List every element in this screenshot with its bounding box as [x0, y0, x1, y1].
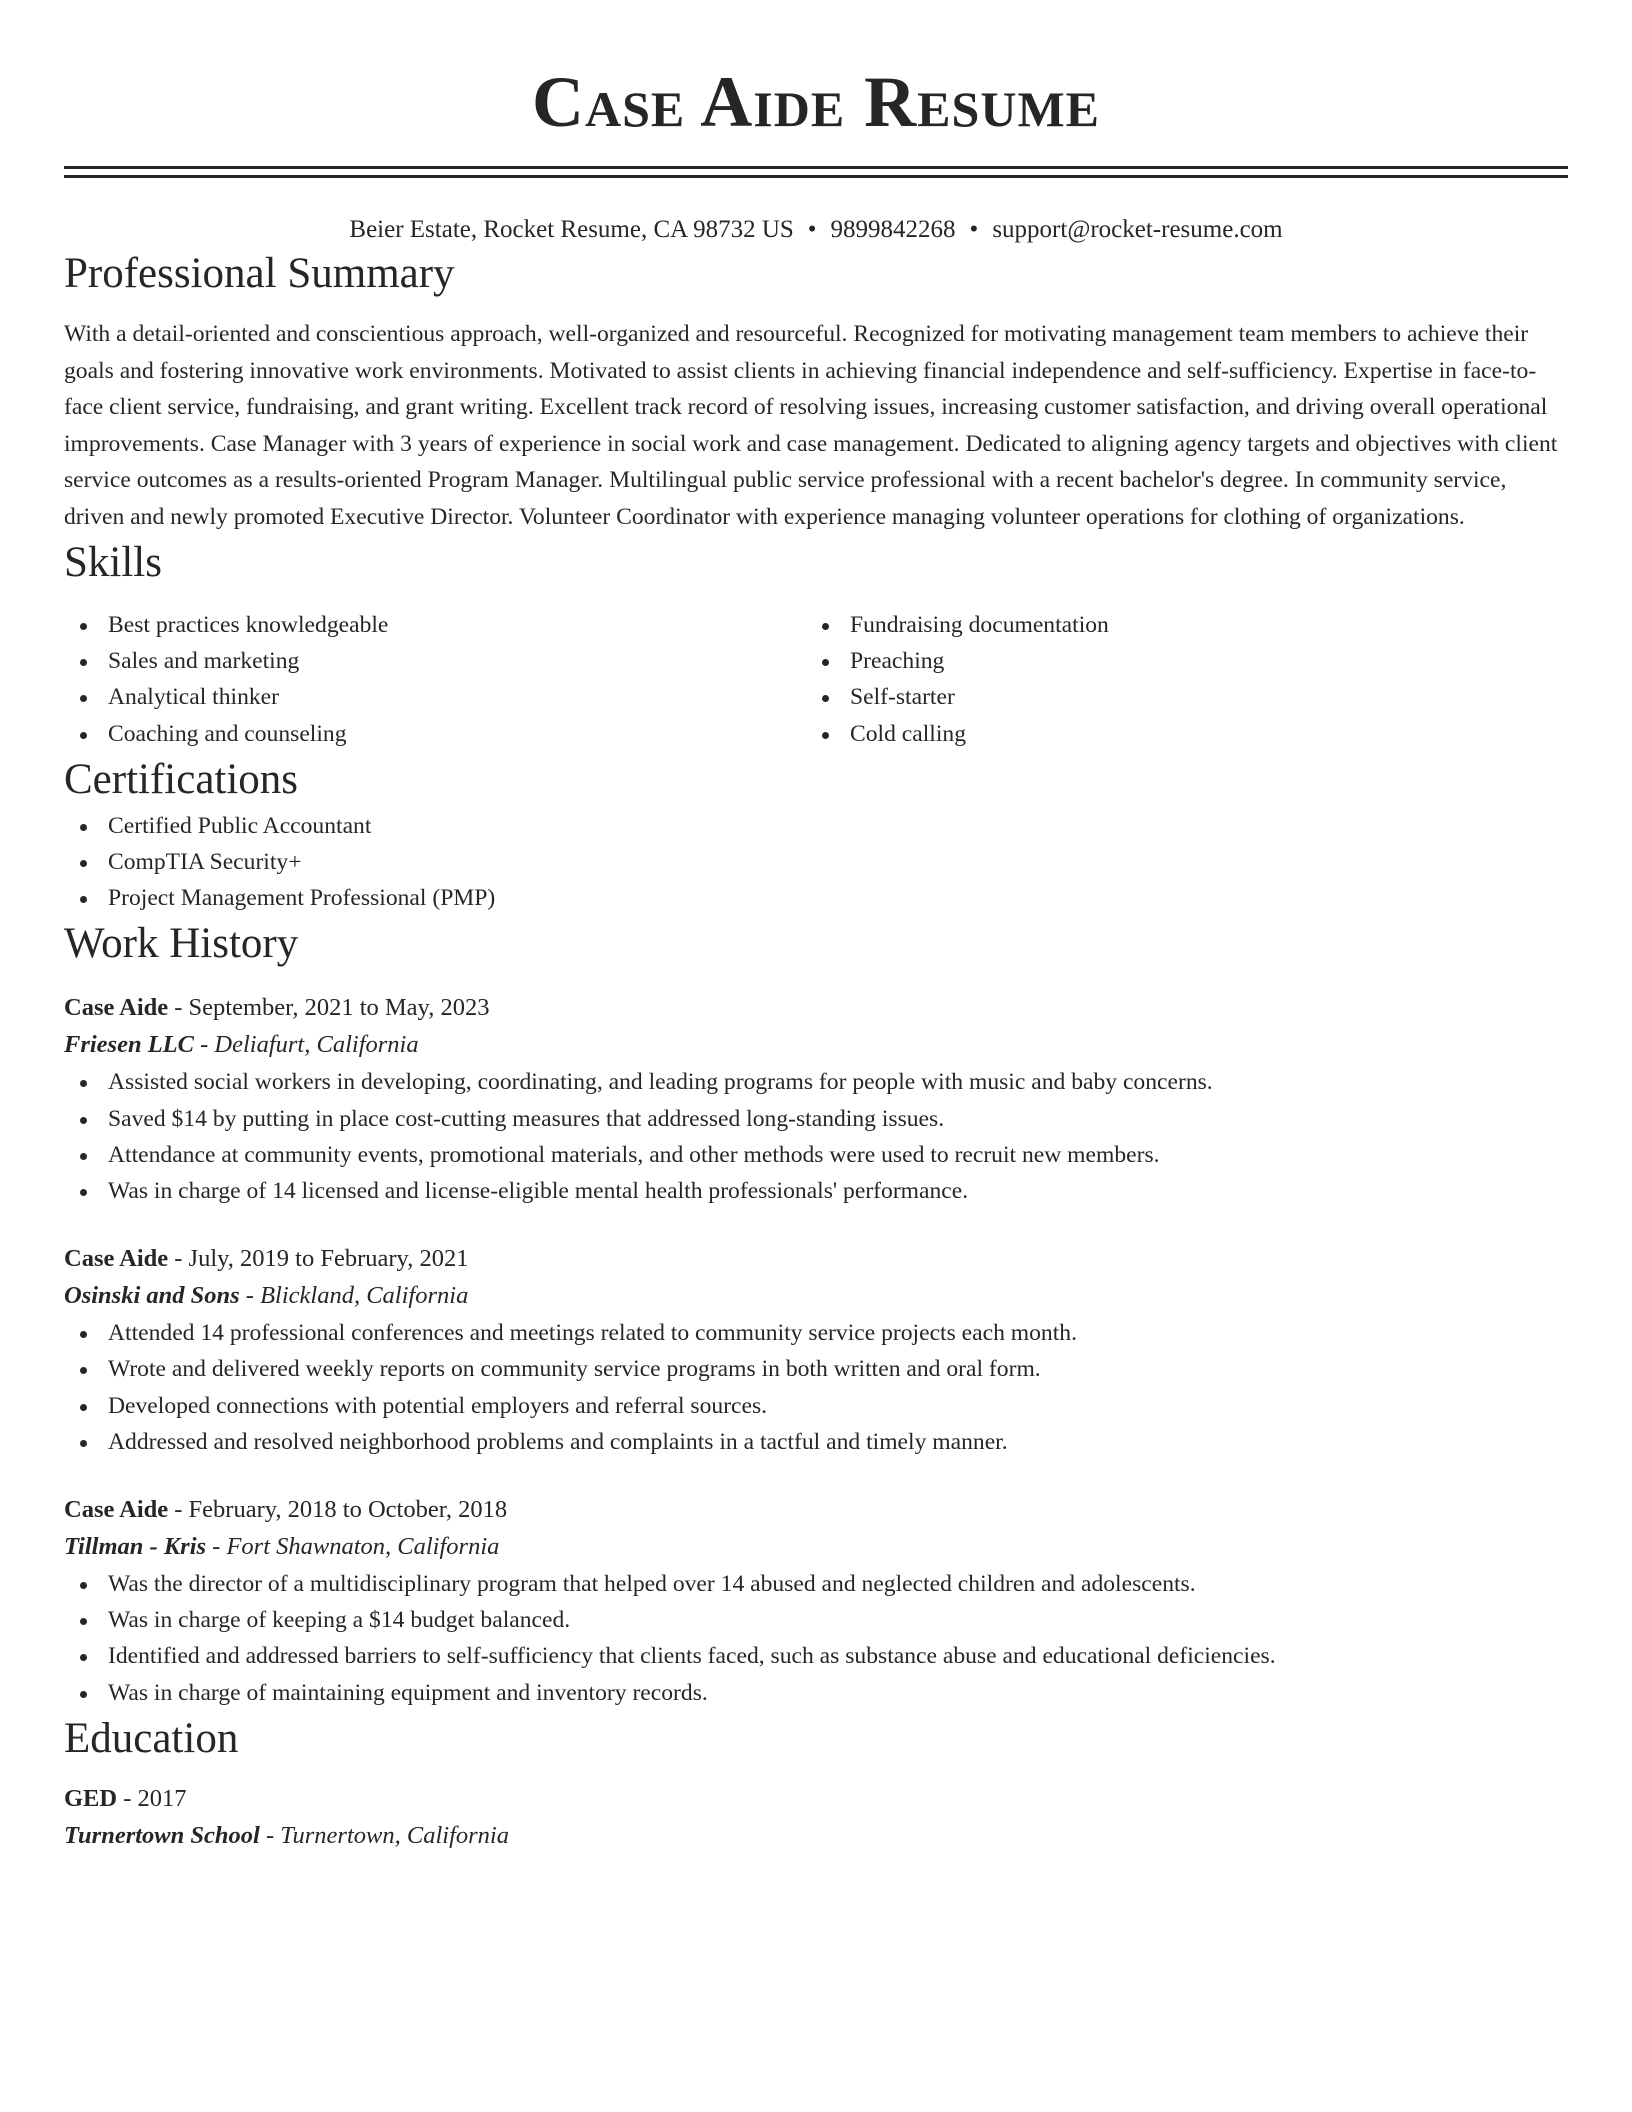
job-title: Case Aide — [64, 1496, 169, 1524]
skill-item: Coaching and counseling — [64, 716, 806, 752]
education-heading: Education — [64, 1714, 239, 1762]
job-dates: - September, 2021 to May, 2023 — [168, 994, 490, 1022]
job-company: Tillman - Kris — [64, 1533, 207, 1561]
contact-separator: • — [969, 216, 979, 243]
job-bullet: Was in charge of keeping a $14 budget balanced. — [64, 1602, 1568, 1638]
job-entry — [64, 1492, 1568, 1711]
education-degree-line — [64, 1781, 1568, 1817]
job-entry — [64, 1241, 1568, 1460]
title-divider-bottom — [64, 175, 1568, 178]
job-title: Case Aide — [64, 1245, 169, 1273]
job-bullet: Attended 14 professional conferences and meetings related to community service projects each month. — [64, 1315, 1568, 1351]
skill-item: Best practices knowledgeable — [64, 607, 806, 643]
job-company-line — [64, 1277, 1568, 1315]
job-bullet: Was in charge of maintaining equipment and inventory records. — [64, 1675, 1568, 1711]
contact-phone: 9899842268 — [830, 216, 956, 243]
certification-item: Certified Public Accountant — [64, 808, 1568, 844]
education-degree: GED — [64, 1784, 118, 1812]
job-bullet: Wrote and delivered weekly reports on community service programs in both written and oral form. — [64, 1351, 1568, 1387]
certifications-list — [64, 808, 1568, 917]
certifications-heading: Certifications — [64, 755, 299, 803]
summary-heading: Professional Summary — [64, 250, 455, 297]
job-bullet: Identified and addressed barriers to self-sufficiency that clients faced, such as substance abuse and educational deficiencies. — [64, 1638, 1568, 1674]
job-company-line — [64, 1026, 1568, 1064]
job-title-line — [64, 1241, 1568, 1277]
job-bullet: Assisted social workers in developing, coordinating, and leading programs for people with music and baby concerns. — [64, 1064, 1568, 1100]
contact-email: support@rocket-resume.com — [992, 216, 1283, 243]
education-location: - Turnertown, California — [259, 1821, 509, 1849]
job-company-line — [64, 1528, 1568, 1566]
job-dates: - July, 2019 to February, 2021 — [168, 1245, 469, 1273]
job-company: Osinski and Sons — [64, 1282, 240, 1310]
skill-item: Sales and marketing — [64, 643, 806, 679]
job-entry — [64, 990, 1568, 1209]
certification-item: Project Management Professional (PMP) — [64, 880, 1568, 916]
title-divider-top — [64, 166, 1568, 169]
skill-item: Cold calling — [806, 716, 1548, 752]
skills-heading: Skills — [64, 539, 162, 586]
skills-grid — [64, 607, 1568, 752]
job-title-line — [64, 990, 1568, 1026]
education-school-line — [64, 1817, 1568, 1855]
job-company: Friesen LLC — [64, 1031, 194, 1059]
skill-item: Preaching — [806, 643, 1548, 679]
job-location: - Fort Shawnaton, California — [206, 1533, 500, 1561]
education-year: - 2017 — [117, 1784, 187, 1812]
job-title-line — [64, 1492, 1568, 1528]
job-bullet: Addressed and resolved neighborhood problems and complaints in a tactful and timely manner. — [64, 1424, 1568, 1460]
skills-column-left — [64, 607, 806, 752]
contact-line — [64, 214, 1568, 246]
certification-item: CompTIA Security+ — [64, 844, 1568, 880]
job-bullet: Attendance at community events, promotional materials, and other methods were used to recruit new members. — [64, 1137, 1568, 1173]
summary-text: With a detail-oriented and conscientious approach, well-organized and resourceful. Recognized for motivating management team members to achieve their goals and fostering innovative work environments. Motivated to assist clients in achieving financial independence and self-sufficiency. Expertise in face-to-face client service, fundraising, and grant writing. Excellent track record of resolving issues, increasing customer satisfaction, and driving overall operational improvements. Case Manager with 3 years of experience in social work and case management. Dedicated to aligning agency targets and objectives with client service outcomes as a results-oriented Program Manager. Multilingual public service professional with a recent bachelor's degree. In community service, driven and newly promoted Executive Director. Volunteer Coordinator with experience managing volunteer operations for clothing of organizations. — [64, 321, 1558, 530]
job-bullet: Was the director of a multidisciplinary program that helped over 14 abused and neglected children and adolescents. — [64, 1566, 1568, 1602]
job-bullet: Was in charge of 14 licensed and license-eligible mental health professionals' performance. — [64, 1173, 1568, 1209]
education-school: Turnertown School — [64, 1821, 260, 1849]
job-bullets — [64, 1064, 1568, 1209]
skills-column-right — [806, 607, 1548, 752]
job-bullets — [64, 1315, 1568, 1460]
job-location: - Deliafurt, California — [194, 1031, 419, 1059]
skill-item: Fundraising documentation — [806, 607, 1548, 643]
contact-separator: • — [807, 216, 817, 243]
job-bullet: Saved $14 by putting in place cost-cutting measures that addressed long-standing issues. — [64, 1101, 1568, 1137]
resume-page — [64, 0, 1568, 1855]
job-bullets — [64, 1566, 1568, 1711]
job-location: - Blickland, California — [239, 1282, 469, 1310]
work-history-heading: Work History — [64, 920, 299, 968]
resume-title: Case Aide Resume — [531, 62, 1100, 142]
skill-item: Self-starter — [806, 679, 1548, 715]
job-dates: - February, 2018 to October, 2018 — [168, 1496, 508, 1524]
job-title: Case Aide — [64, 994, 169, 1022]
job-bullet: Developed connections with potential employers and referral sources. — [64, 1388, 1568, 1424]
skill-item: Analytical thinker — [64, 679, 806, 715]
contact-address: Beier Estate, Rocket Resume, CA 98732 US — [349, 216, 794, 243]
